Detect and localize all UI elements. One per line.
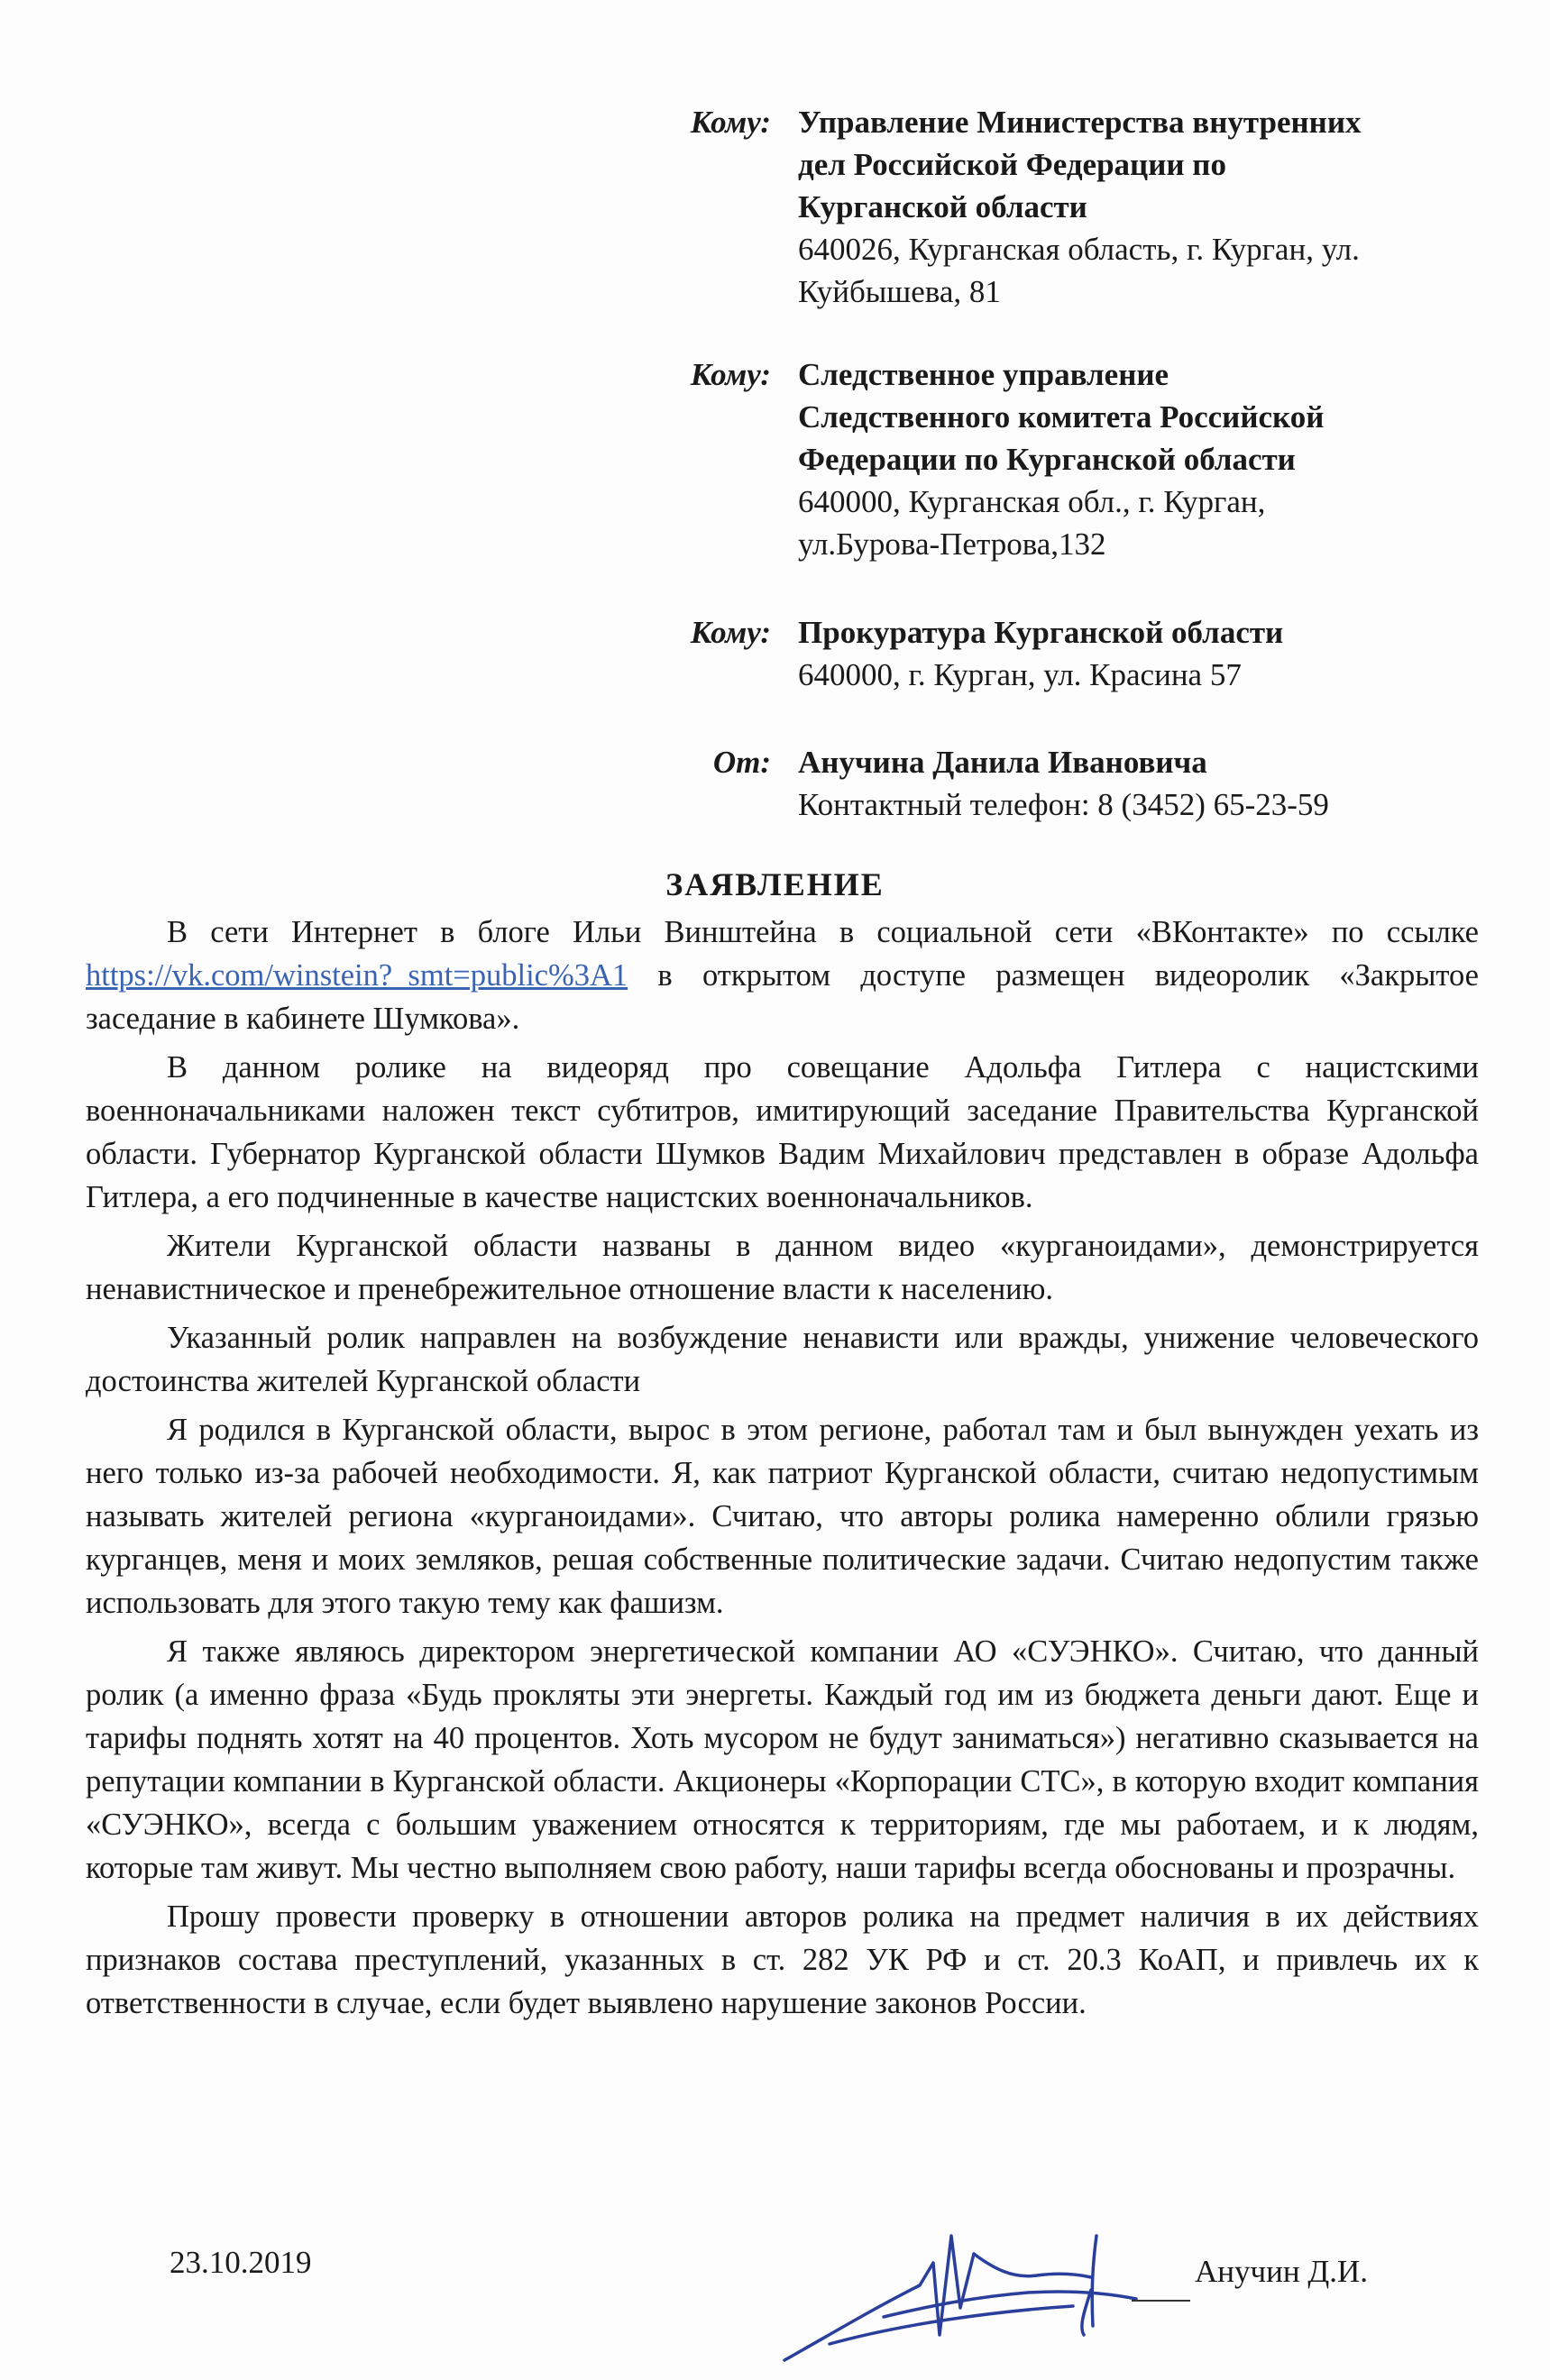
recipient-block-3: [649, 611, 1447, 696]
paragraph-6: Я также являюсь директором энергетической компании АО «СУЭНКО». Считаю, что данный ролик (а именно фраза «Будь прокляты эти энергеты. Каждый год им из бюджета деньги дают. Еще и тарифы поднять хотят на 40 процентов. Хоть мусором не будут заниматься») негативно сказывается на репутации компании в Курганской области. Акционеры «Корпорации СТС», в которую входит компания «СУЭНКО», всегда с большим уважением относятся к территориям, где мы работаем, и к людям, которые там живут. Мы честно выполняем свою работу, наши тарифы всегда обоснованы и прозрачны.: [86, 1634, 1479, 1885]
sender-contact: Контактный телефон: 8 (3452) 65-23-59: [798, 787, 1329, 822]
recipient-address-line: 640000, Курганская обл., г. Курган,: [798, 484, 1266, 519]
paragraph-2: В данном ролике на видеоряд про совещание Адольфа Гитлера с нацистскими военноначальниками наложен текст субтитров, имитирующий заседание Правительства Курганской области. Губернатор Курганской области Шумков Вадим Михайлович представлен в образе Адольфа Гитлера, а его подчиненные в качестве нацистских военноначальников.: [86, 1050, 1479, 1214]
recipient-name-line: Управление Министерства внутренних: [798, 105, 1362, 140]
recipient-block-1: [649, 101, 1447, 313]
signer-name: Анучин Д.И.: [1195, 2254, 1368, 2289]
sender-label: От:: [712, 745, 771, 780]
video-link[interactable]: https://vk.com/winstein?_smt=public%3A1: [86, 958, 628, 993]
paragraph-4: Указанный ролик направлен на возбуждение ненависти или вражды, унижение человеческого достоинства жителей Курганской области: [86, 1321, 1479, 1398]
recipient-label: Кому:: [690, 615, 771, 650]
document-body: [86, 911, 1479, 2030]
recipient-label: Кому:: [690, 105, 771, 140]
signature-icon: [775, 2200, 1190, 2380]
recipient-address-line: 640000, г. Курган, ул. Красина 57: [798, 657, 1242, 692]
paragraph-text: В сети Интернет в блоге Ильи Винштейна в социальной сети «ВКонтакте» по ссылке: [167, 915, 1479, 949]
paragraph-1: [86, 911, 1479, 1040]
recipient-address-line: 640026, Курганская область, г. Курган, ул.: [798, 232, 1360, 267]
recipient-name-line: Курганской области: [798, 189, 1087, 224]
recipient-address-line: Куйбышева, 81: [798, 274, 1001, 309]
recipient-block-2: [649, 353, 1447, 565]
recipient-address-line: ул.Бурова-Петрова,132: [798, 526, 1106, 562]
recipient-label: Кому:: [690, 357, 771, 392]
recipient-name-line: Следственного комитета Российской: [798, 399, 1325, 435]
recipient-name-line: Федерации по Курганской области: [798, 442, 1296, 477]
paragraph-5: Я родился в Курганской области, вырос в этом регионе, работал там и был вынужден уехать из него только из-за рабочей необходимости. Я, как патриот Курганской области, считаю недопустимым называть жителей региона «курганоидами». Считаю, что авторы ролика намеренно облили грязью курганцев, меня и моих земляков, решая собственные политические задачи. Считаю недопустим также использовать для этого такую тему как фашизм.: [86, 1413, 1479, 1620]
paragraph-text: в открытом доступе размещен видеоролик «Закрытое заседание в кабинете Шумкова».: [86, 958, 1479, 1036]
recipient-name-line: Следственное управление: [798, 357, 1169, 392]
document-title: ЗАЯВЛЕНИЕ: [665, 866, 885, 902]
paragraph-7: Прошу провести проверку в отношении авторов ролика на предмет наличия в их действиях признаков состава преступлений, указанных в ст. 282 УК РФ и ст. 20.3 КоАП, и привлечь их к ответственности в случае, если будет выявлено нарушение законов России.: [86, 1899, 1479, 2020]
sender-name: Анучина Данила Ивановича: [798, 745, 1207, 780]
document-date: 23.10.2019: [170, 2245, 312, 2280]
paragraph-3: Жители Курганской области названы в данном видео «курганоидами», демонстрируется ненавистническое и пренебрежительное отношение власти к населению.: [86, 1229, 1479, 1306]
recipient-name-line: дел Российской Федерации по: [798, 147, 1226, 182]
recipient-name-line: Прокуратура Курганской области: [798, 615, 1284, 650]
sender-block: [649, 741, 1447, 826]
